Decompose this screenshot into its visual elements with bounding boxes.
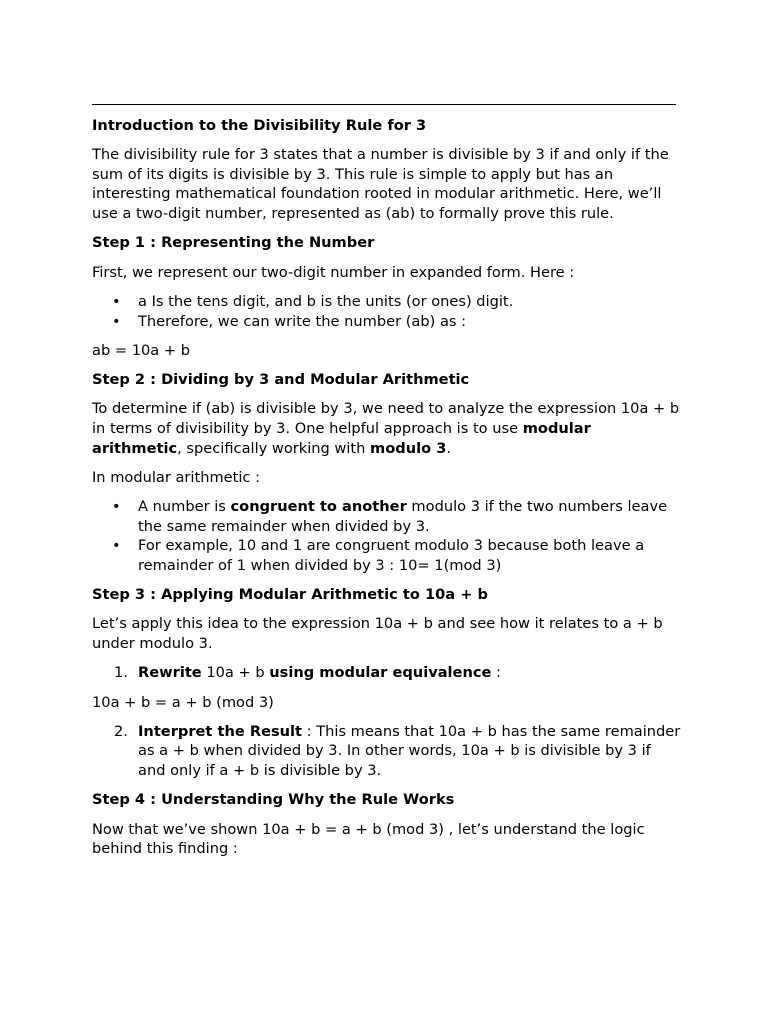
step2-lead: In modular arithmetic :: [92, 468, 261, 486]
step2-heading: Step 2 : Dividing by 3 and Modular Arithmetic: [92, 371, 470, 389]
step3-numbered-list-1: [92, 663, 682, 683]
bullet-icon: •: [112, 537, 121, 555]
list-number: 1.: [114, 664, 128, 682]
step1-equation: ab = 10a + b: [92, 341, 190, 359]
step3-heading: Step 3 : Applying Modular Arithmetic to 10a + b: [92, 586, 488, 604]
list-item: • Therefore, we can write the number (ab) as :: [112, 312, 467, 330]
intro-paragraph: The divisibility rule for 3 states that a number is divisible by 3 if and only if the sum of its digits is divisible by 3. This rule is simple to apply but has an interesting mathematical foundation rooted in modular arithmetic. Here, we’ll use a two-digit number, represented as (ab) to formally prove this rule.: [92, 146, 669, 223]
document-title: Introduction to the Divisibility Rule for 3: [92, 117, 427, 134]
step3-numbered-list-2: [92, 722, 682, 781]
step2-paragraph: To determine if (ab) is divisible by 3, we need to analyze the expression 10a + b in terms of divisibility by 3. One helpful approach is to use modular arithmetic, specifically working with modulo 3.: [92, 400, 680, 457]
list-item: • For example, 10 and 1 are congruent modulo 3 because both leave a remainder of 1 when divided by 3 : 10= 1(mod 3): [112, 537, 645, 574]
list-item: 2. Interpret the Result : This means that 10a + b has the same remainder as a + b when divided by 3. In other words, 10a + b is divisible by 3 if and only if a + b is divisible by 3.: [114, 722, 681, 780]
bullet-icon: •: [112, 292, 121, 310]
step4-heading: Step 4 : Understanding Why the Rule Works: [92, 791, 455, 809]
step1-bullet-list: [92, 292, 682, 331]
document-body: [92, 116, 682, 869]
step1-paragraph: First, we represent our two-digit number in expanded form. Here :: [92, 263, 575, 281]
list-item: • A number is congruent to another modulo 3 if the two numbers leave the same remainder when divided by 3.: [112, 498, 668, 535]
list-item: 1. Rewrite 10a + b using modular equivalence :: [114, 664, 501, 682]
step4-paragraph: Now that we’ve shown 10a + b = a + b (mod 3) , let’s understand the logic behind this finding :: [92, 820, 645, 858]
bullet-icon: •: [112, 312, 121, 330]
step3-paragraph: Let’s apply this idea to the expression 10a + b and see how it relates to a + b under modulo 3.: [92, 615, 663, 653]
step2-bullet-list: [92, 497, 682, 575]
step1-heading: Step 1 : Representing the Number: [92, 234, 375, 252]
bullet-icon: •: [112, 498, 121, 516]
step3-equation: 10a + b = a + b (mod 3): [92, 693, 274, 711]
list-number: 2.: [114, 722, 128, 740]
list-item: • a Is the tens digit, and b is the units (or ones) digit.: [112, 292, 514, 310]
header-rule: [92, 104, 676, 105]
